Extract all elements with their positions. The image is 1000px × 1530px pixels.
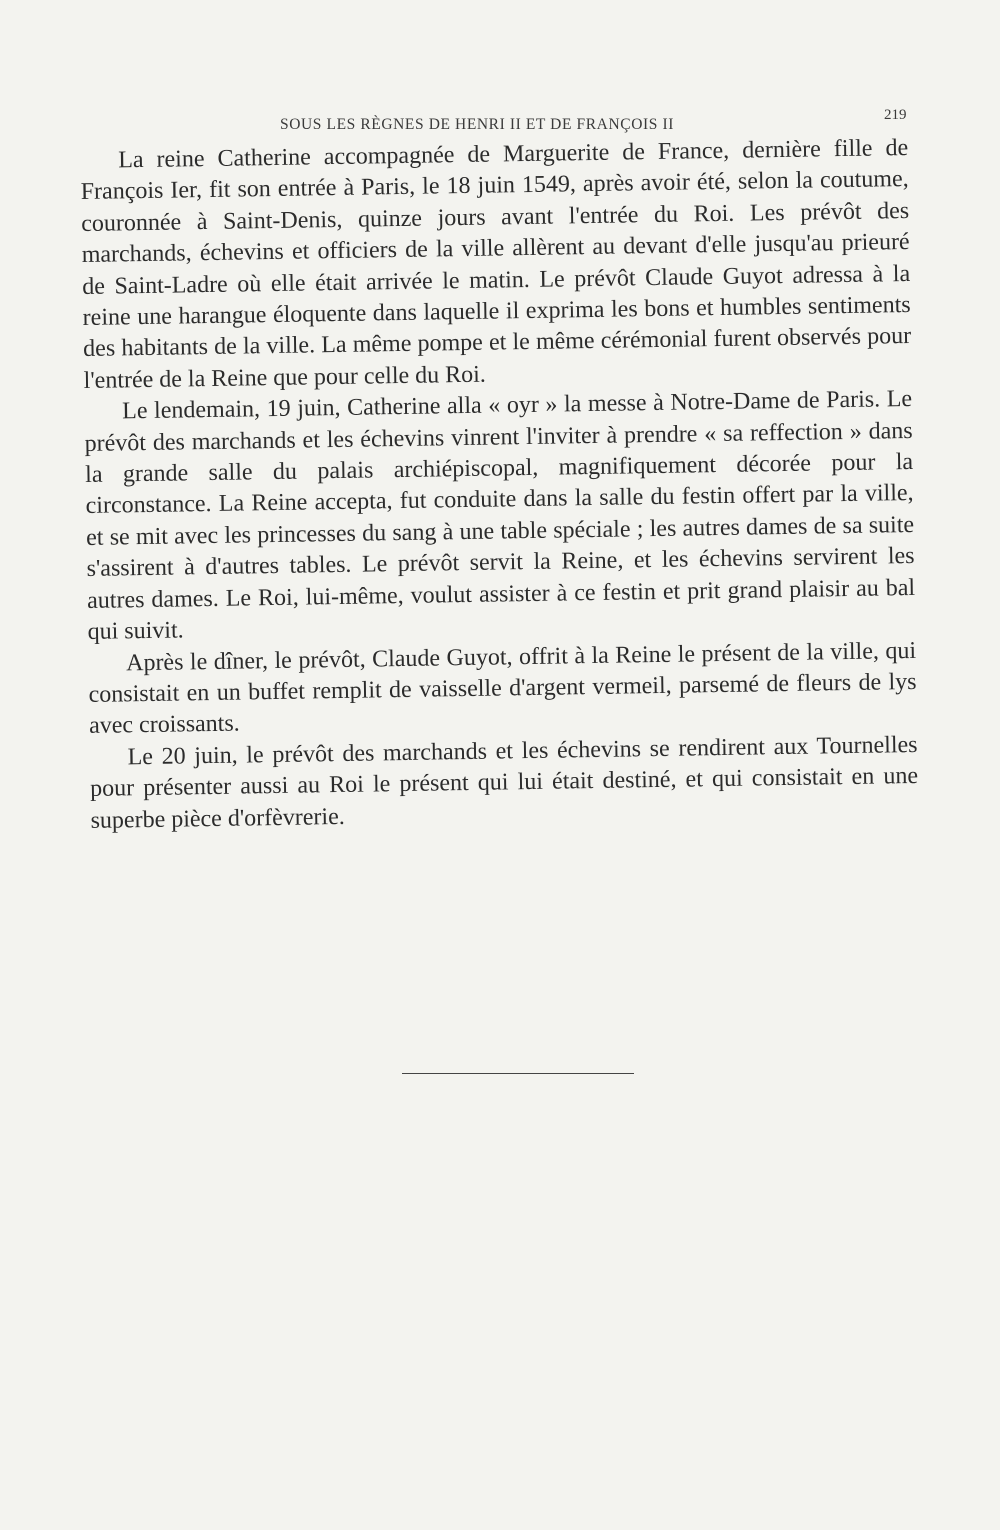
paragraph-2: Le lendemain, 19 juin, Catherine alla « oyr » la messe à Notre-Dame de Paris. Le prévôt des marchands et les échevins vinrent l'inviter à prendre « sa reffection » dans la grande salle du palais archiépiscopal, magnifiquement décorée pour la circonstance. La Reine accepta, fut conduite dans la salle du festin offert par la ville, et se mit avec les princesses du sang à une table spéciale ; les autres dames de sa suite s'assirent à d'autres tables. Le prévôt servit la Reine, et les échevins servirent les autres dames. Le Roi, lui-même, voulut assister à ce festin et prit grand plaisir au bal qui suivit. [84, 386, 916, 646]
paragraph-3: Après le dîner, le prévôt, Claude Guyot, offrit à la Reine le présent de la ville, qui consistait en un buffet remplit de vaisselle d'argent vermeil, parsemé de fleurs de lys avec croissants. [88, 637, 917, 740]
paragraph-4: Le 20 juin, le prévôt des marchands et les échevins se rendirent aux Tournelles pour présenter aussi au Roi le présent qui lui était destiné, et qui consistait en une superbe pièce d'orfèvrerie. [89, 731, 919, 834]
page-number: 219 [884, 107, 907, 123]
running-header: SOUS LES RÈGNES DE HENRI II ET DE FRANÇOIS II [280, 116, 674, 133]
paragraph-1: La reine Catherine accompagnée de Marguerite de France, dernière fille de François Ier, fit son entrée à Paris, le 18 juin 1549, après avoir été, selon la coutume, couronnée à Saint-Denis, quinze jours avant l'entrée du Roi. Les prévôt des marchands, échevins et officiers de la ville allèrent au devant d'elle jusqu'au prieuré de Saint-Ladre où elle était arrivée le matin. Le prévôt Claude Guyot adressa à la reine une harangue éloquente dans laquelle il exprima les bons et humbles sentiments des habitants de la ville. La même pompe et le même cérémonial furent observés pour l'entrée de la Reine que pour celle du Roi. [80, 134, 912, 394]
body-text [80, 133, 919, 837]
section-end-rule [402, 1073, 634, 1074]
